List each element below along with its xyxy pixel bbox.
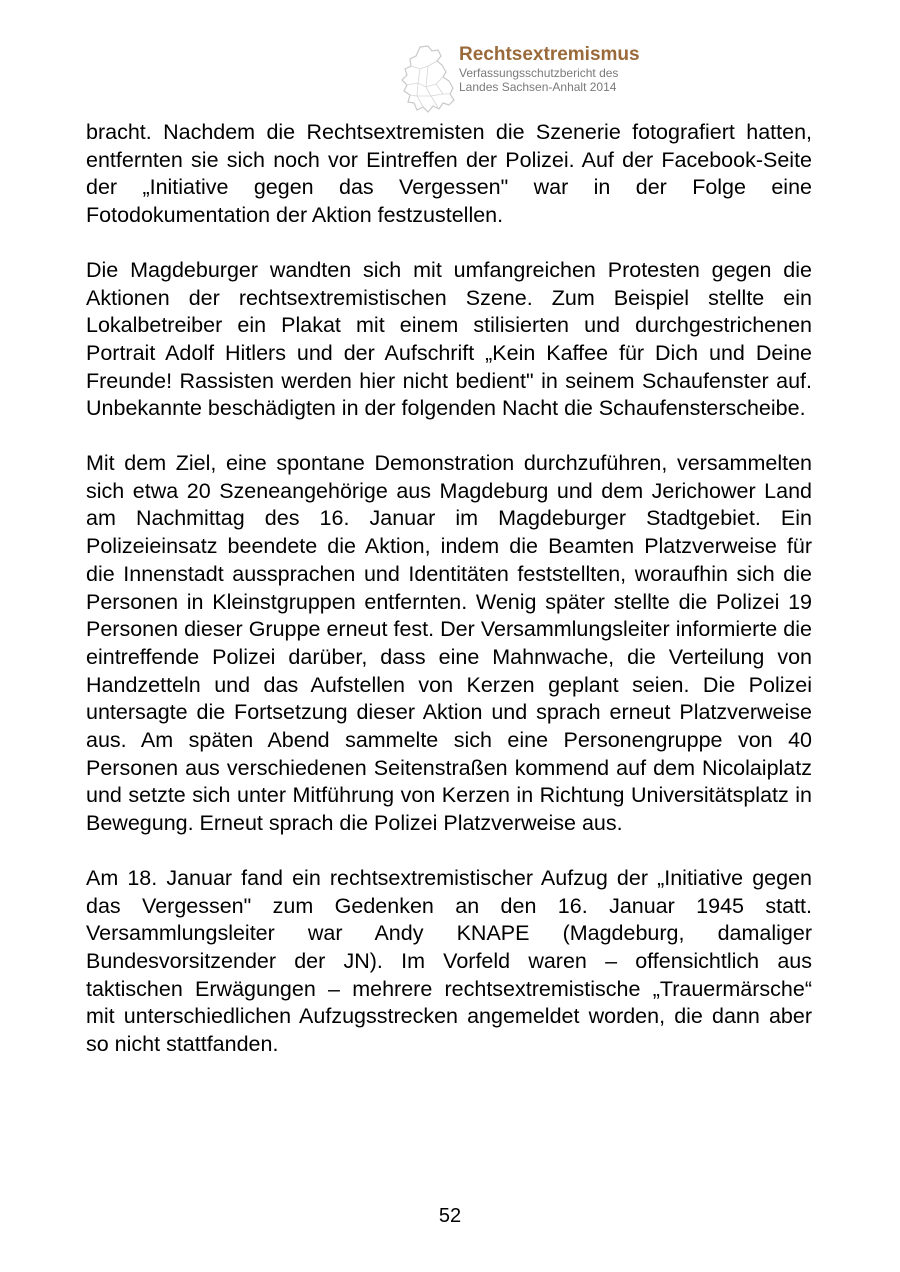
paragraph: bracht. Nachdem die Rechtsextremisten die Szenerie fotografiert hatten, entfernten sie sich noch vor Eintreffen der Polizei. Auf der Facebook-Seite der „Initiative gegen das Vergessen" war in der Folge eine Fotodokumentation der Aktion festzustellen. bbox=[86, 120, 812, 228]
saxony-anhalt-map-icon bbox=[398, 44, 458, 116]
paragraph: Am 18. Januar fand ein rechtsextremistischer Aufzug der „Initiative gegen das Vergessen" zum Gedenken an den 16. Januar 1945 statt. Versammlungsleiter war Andy KNAPE (Magdeburg, damaliger Bundesvorsitzender der JN). Im Vorfeld waren – offensichtlich aus taktischen Erwägungen – mehrere rechtsextremistische „Trauermärsche“ mit unterschiedlichen Aufzugsstrecken angemeldet worden, die dann aber so nicht stattfanden. bbox=[86, 865, 812, 1057]
body-text bbox=[86, 119, 812, 1086]
page-number: 52 bbox=[438, 1205, 462, 1227]
page-header bbox=[398, 44, 698, 116]
paragraph: Die Magdeburger wandten sich mit umfangreichen Protesten gegen die Aktionen der rechtsextremistischen Szene. Zum Beispiel stellte ein Lokalbetreiber ein Plakat mit einem stilisierten und durchgestrichenen Portrait Adolf Hitlers und der Aufschrift „Kein Kaffee für Dich und Deine Freunde! Rassisten werden hier nicht bedient" in seinem Schaufenster auf. Unbekannte beschädigten in der folgenden Nacht die Schaufensterscheibe. bbox=[86, 257, 812, 421]
header-subtitle-line2: Landes Sachsen-Anhalt 2014 bbox=[459, 80, 617, 94]
paragraph: Mit dem Ziel, eine spontane Demonstration durchzuführen, versammelten sich etwa 20 Szeneangehörige aus Magdeburg und dem Jerichower Land am Nachmittag des 16. Januar im Magdeburger Stadtgebiet. Ein Polizeieinsatz beendete die Aktion, indem die Beamten Platzverweise für die Innenstadt aussprachen und Identitäten feststellten, woraufhin sich die Personen in Kleinstgruppen entfernten. Wenig später stellte die Polizei 19 Personen dieser Gruppe erneut fest. Der Versammlungsleiter informierte die eintreffende Polizei darüber, dass eine Mahnwache, die Verteilung von Handzetteln und das Aufstellen von Kerzen geplant seien. Die Polizei untersagte die Fortsetzung dieser Aktion und sprach erneut Platzverweise aus. Am späten Abend sammelte sich eine Personengruppe von 40 Personen aus verschiedenen Seitenstraßen kommend auf dem Nicolaiplatz und setzte sich unter Mitführung von Kerzen in Richtung Universitätsplatz in Bewegung. Erneut sprach die Polizei Platzverweise aus. bbox=[86, 451, 812, 836]
header-subtitle-line1: Verfassungsschutzbericht des bbox=[459, 66, 619, 80]
header-text bbox=[459, 44, 640, 94]
header-title: Rechtsextremismus bbox=[459, 44, 640, 65]
